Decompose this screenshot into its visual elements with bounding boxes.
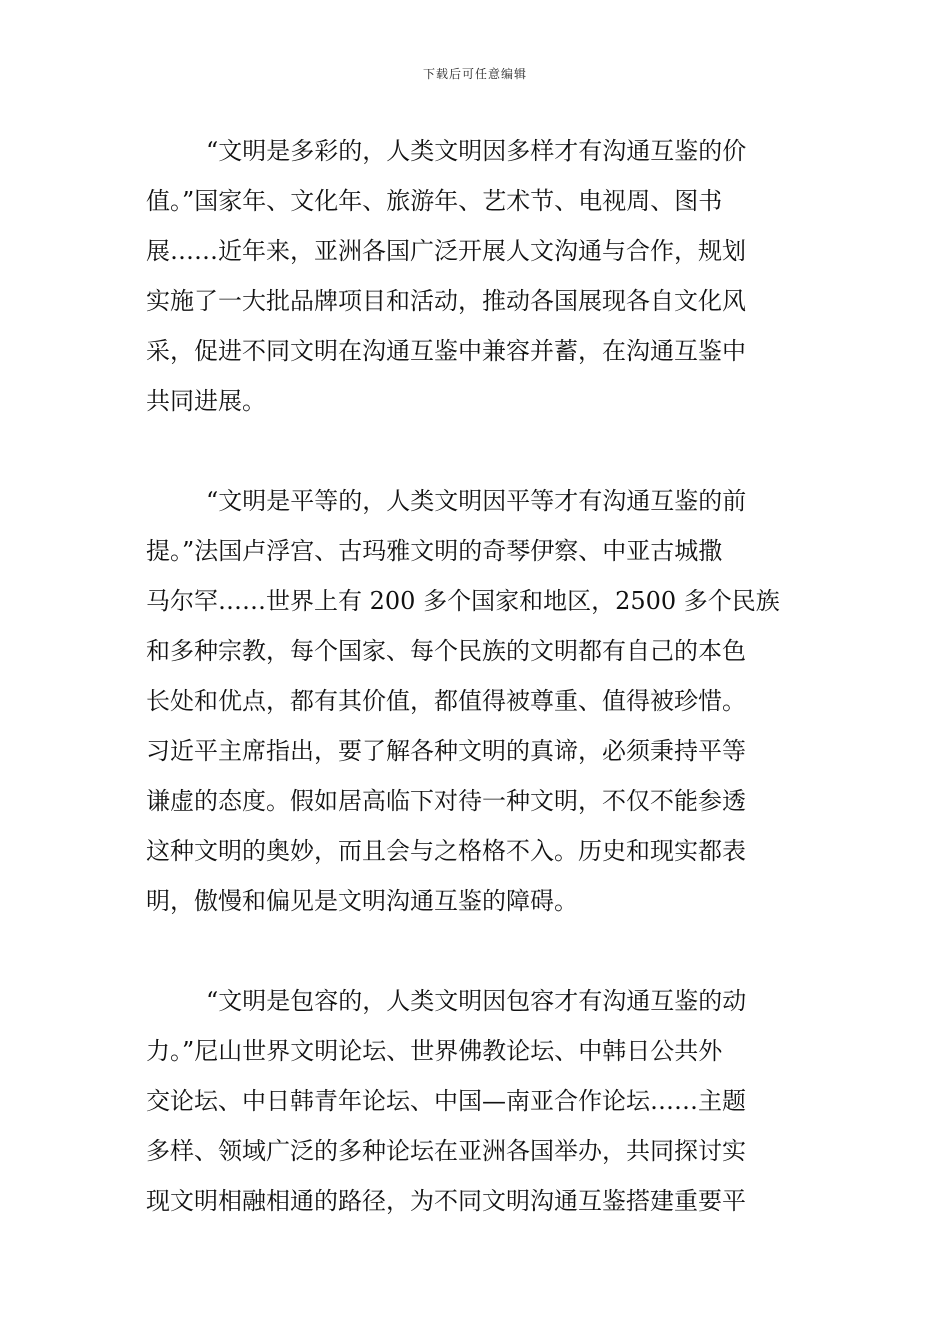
paragraph-line: 实施了一大批品牌项目和活动，推动各国展现各自文化风 — [146, 287, 746, 315]
paragraph-line: 谦虚的态度。假如居高临下对待一种文明，不仅不能参透 — [146, 787, 746, 815]
paragraph-line: 现文明相融相通的路径，为不同文明沟通互鉴搭建重要平 — [146, 1187, 746, 1215]
paragraph-line: 提。”法国卢浮宫、古玛雅文明的奇琴伊察、中亚古城撒 — [146, 537, 723, 565]
paragraph-2 — [146, 476, 808, 926]
paragraph-line: 共同进展。 — [146, 387, 266, 415]
paragraph-line: 多样、领域广泛的多种论坛在亚洲各国举办，共同探讨实 — [146, 1137, 746, 1165]
paragraph-3 — [146, 976, 808, 1226]
paragraph-line: 交论坛、中日韩青年论坛、中国—南亚合作论坛……主题 — [146, 1087, 746, 1115]
paragraph-line: “文明是包容的，人类文明因包容才有沟通互鉴的动 — [206, 987, 747, 1015]
paragraph-line: 力。”尼山世界文明论坛、世界佛教论坛、中韩日公共外 — [146, 1037, 723, 1065]
header-note: 下载后可任意编辑 — [422, 67, 527, 81]
paragraph-line: 和多种宗教，每个国家、每个民族的文明都有自己的本色 — [146, 637, 746, 665]
paragraph-gap — [146, 926, 808, 976]
paragraph-line: 明，傲慢和偏见是文明沟通互鉴的障碍。 — [146, 887, 578, 915]
paragraph-line: 这种文明的奥妙，而且会与之格格不入。历史和现实都表 — [146, 837, 746, 865]
paragraph-line: “文明是平等的，人类文明因平等才有沟通互鉴的前 — [206, 487, 747, 515]
paragraph-line: 马尔罕……世界上有 200 多个国家和地区，2500 多个民族 — [146, 587, 780, 615]
paragraph-line: 采，促进不同文明在沟通互鉴中兼容并蓄，在沟通互鉴中 — [146, 337, 746, 365]
paragraph-line: 值。”国家年、文化年、旅游年、艺术节、电视周、图书 — [146, 187, 723, 215]
paragraph-line: 习近平主席指出，要了解各种文明的真谛，必须秉持平等 — [146, 737, 746, 765]
document-body — [146, 126, 808, 1226]
paragraph-line: “文明是多彩的，人类文明因多样才有沟通互鉴的价 — [206, 137, 747, 165]
paragraph-1 — [146, 126, 808, 426]
paragraph-gap — [146, 426, 808, 476]
paragraph-line: 长处和优点，都有其价值，都值得被尊重、值得被珍惜。 — [146, 687, 746, 715]
paragraph-line: 展……近年来，亚洲各国广泛开展人文沟通与合作，规划 — [146, 237, 746, 265]
